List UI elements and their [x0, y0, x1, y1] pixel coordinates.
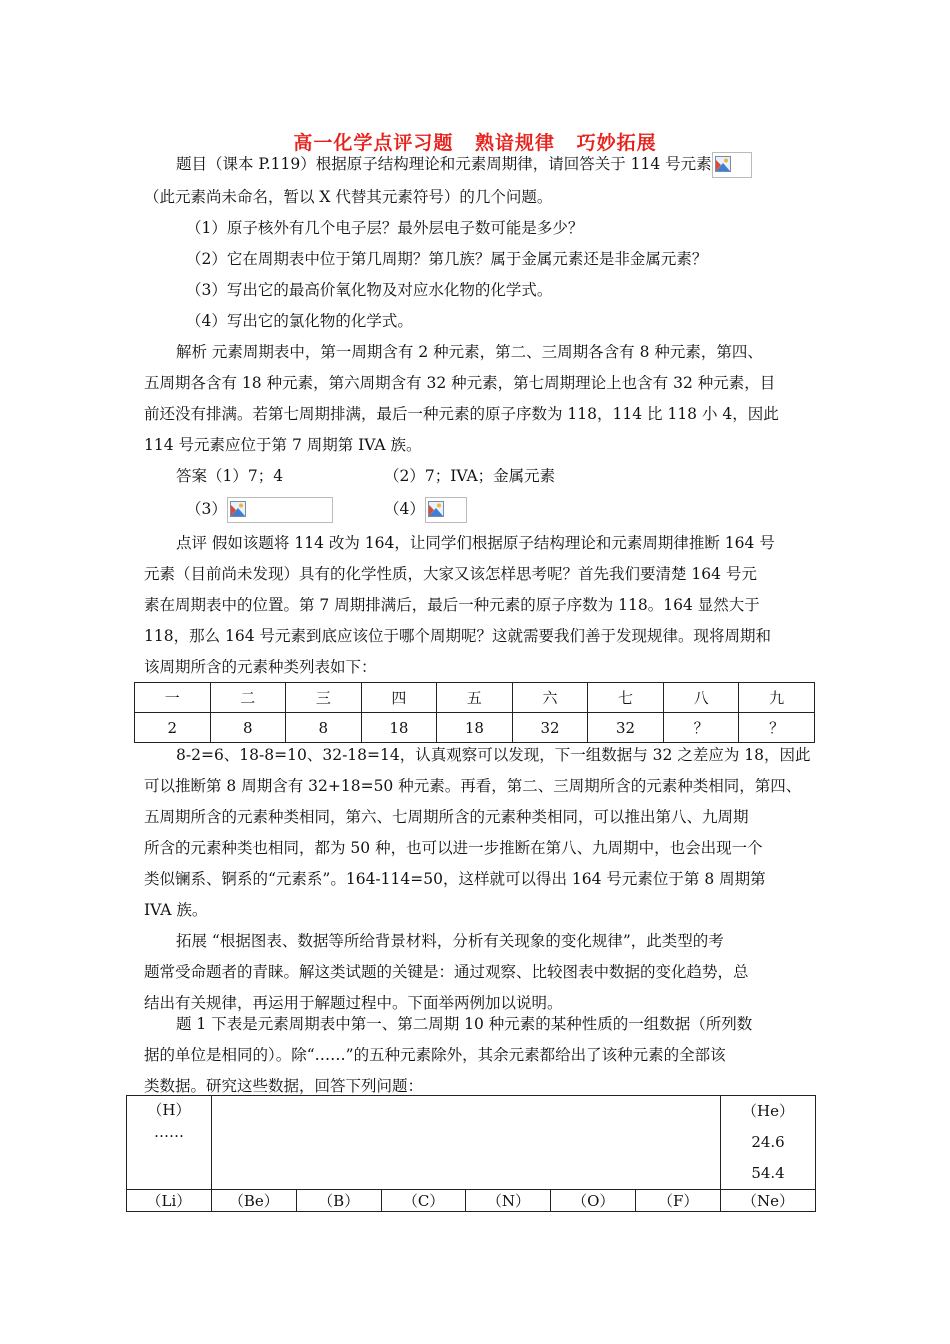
element-table-row: [127, 1096, 816, 1190]
period-header-cell: 七: [588, 683, 664, 713]
element-cell: （Be）: [211, 1190, 296, 1212]
analysis-line: 前还没有排满。若第七周期排满，最后一种元素的原子序数为 118，114 比 118 小 4，因此: [144, 405, 779, 423]
element-cell: （N）: [466, 1190, 551, 1212]
period-value-cell: 18: [437, 713, 513, 743]
analysis-line: 114 号元素应位于第 7 周期第 IVA 族。: [144, 436, 422, 454]
analysis-line: 解析 元素周期表中，第一周期含有 2 种元素，第二、三周期各含有 8 种元素，第四、: [176, 343, 763, 361]
extension-line: 题常受命题者的青睐。解这类试题的关键是：通过观察、比较图表中数据的变化趋势，总: [144, 963, 749, 981]
period-value-cell: 32: [512, 713, 588, 743]
extension-line: 拓展 “根据图表、数据等所给背景材料，分析有关现象的变化规律”，此类型的考: [176, 932, 724, 950]
broken-image-icon: [230, 501, 246, 517]
period-table: [134, 682, 815, 743]
problem1-line: 题 1 下表是元素周期表中第一、第二周期 10 种元素的某种性质的一组数据（所列数: [176, 1015, 753, 1033]
element-cell: （Ne）: [721, 1190, 816, 1212]
question-item-4: （4）写出它的氯化物的化学式。: [186, 312, 413, 330]
question-text: 题目（课本 P.119）根据原子结构理论和元素周期律，请回答关于 114 号元素: [176, 155, 712, 173]
cell-he: [721, 1096, 816, 1190]
answer-1: 答案（1）7；4: [176, 467, 284, 485]
period-value-cell: 2: [135, 713, 211, 743]
deduction-line: 五周期所含的元素种类相同，第六、七周期所含的元素种类相同，可以推出第八、九周期: [144, 808, 749, 826]
element-value-h: ……: [153, 1123, 184, 1141]
problem1-line: 据的单位是相同的）。除“……”的五种元素除外，其余元素都给出了该种元素的全部该: [144, 1046, 726, 1064]
question-item-1: （1）原子核外有几个电子层？最外层电子数可能是多少？: [186, 219, 584, 237]
deduction-line: 类似镧系、锕系的“元素系”。164-114=50，这样就可以得出 164 号元素位于第 8 周期第: [144, 870, 766, 888]
period-header-cell: 三: [286, 683, 362, 713]
period-value-cell: 18: [361, 713, 437, 743]
element-cell: （Li）: [127, 1190, 212, 1212]
period-header-cell: 五: [437, 683, 513, 713]
empty-cell: [211, 1096, 720, 1190]
period-value-cell: ？: [739, 713, 815, 743]
element-label-he: （He）: [742, 1102, 795, 1120]
answer-4: （4）: [384, 497, 467, 523]
broken-image-icon: [428, 501, 444, 517]
period-header-cell: 四: [361, 683, 437, 713]
question-item-3: （3）写出它的最高价氧化物及对应水化物的化学式。: [186, 281, 553, 299]
analysis-line: 五周期各含有 18 种元素，第六周期含有 32 种元素，第七周期理论上也含有 32 种元素，目: [144, 374, 776, 392]
period-header-cell: 一: [135, 683, 211, 713]
question-line-2: （此元素尚未命名，暂以 X 代替其元素符号）的几个问题。: [144, 188, 553, 206]
deduction-line: IVA 族。: [144, 901, 208, 919]
period-header-cell: 八: [663, 683, 739, 713]
comment-line: 118，那么 164 号元素到底应该位于哪个周期呢？这就需要我们善于发现规律。现将周期和: [144, 627, 772, 645]
deduction-line: 可以推断第 8 周期含有 32+18=50 种元素。再看，第二、三周期所含的元素种类相同，第四、: [144, 777, 802, 795]
answer-3: （3）: [186, 497, 333, 523]
extension-line: 结出有关规律，再运用于解题过程中。下面举两例加以说明。: [144, 994, 563, 1012]
problem1-line: 类数据。研究这些数据，回答下列问题：: [144, 1077, 424, 1095]
element-value-he-1: 24.6: [751, 1133, 785, 1151]
comment-line: 该周期所含的元素种类列表如下：: [144, 658, 377, 676]
element-cell: （C）: [381, 1190, 466, 1212]
formula-image: [712, 152, 752, 178]
element-label-h: （H）: [147, 1101, 191, 1119]
comment-line: 点评 假如该题将 114 改为 164，让同学们根据原子结构理论和元素周期律推断 164 号: [176, 534, 775, 552]
period-header-cell: 九: [739, 683, 815, 713]
period-header-row: [135, 683, 815, 713]
broken-image-icon: [715, 156, 731, 172]
formula-image: [425, 497, 467, 523]
element-cell: （O）: [551, 1190, 636, 1212]
period-value-cell: ？: [663, 713, 739, 743]
period-value-row: [135, 713, 815, 743]
answer-2: （2）7；IVA；金属元素: [384, 467, 556, 485]
formula-image: [227, 497, 333, 523]
question-item-2: （2）它在周期表中位于第几周期？第几族？属于金属元素还是非金属元素？: [186, 250, 708, 268]
deduction-line: 所含的元素种类也相同，都为 50 种，也可以进一步推断在第八、九周期中，也会出现一个: [144, 839, 763, 857]
element-cell: （F）: [636, 1190, 721, 1212]
comment-line: 素在周期表中的位置。第 7 周期排满后，最后一种元素的原子序数为 118。164 显然大于: [144, 596, 760, 614]
comment-line: 元素（目前尚未发现）具有的化学性质，大家又该怎样思考呢？首先我们要清楚 164 号元: [144, 565, 757, 583]
deduction-line: 8-2=6、18-8=10、32-18=14，认真观察可以发现，下一组数据与 32 之差应为 18，因此: [176, 746, 811, 764]
period-value-cell: 32: [588, 713, 664, 743]
question-line: [176, 152, 752, 178]
element-value-he-2: 54.4: [751, 1164, 785, 1182]
period-header-cell: 二: [210, 683, 286, 713]
period-value-cell: 8: [210, 713, 286, 743]
period-value-cell: 8: [286, 713, 362, 743]
cell-h: [127, 1096, 212, 1190]
element-table-row: [127, 1190, 816, 1212]
document-title: 高一化学点评习题 熟谙规律 巧妙拓展: [293, 132, 657, 154]
element-cell: （B）: [296, 1190, 381, 1212]
element-data-table: [126, 1095, 816, 1212]
period-header-cell: 六: [512, 683, 588, 713]
